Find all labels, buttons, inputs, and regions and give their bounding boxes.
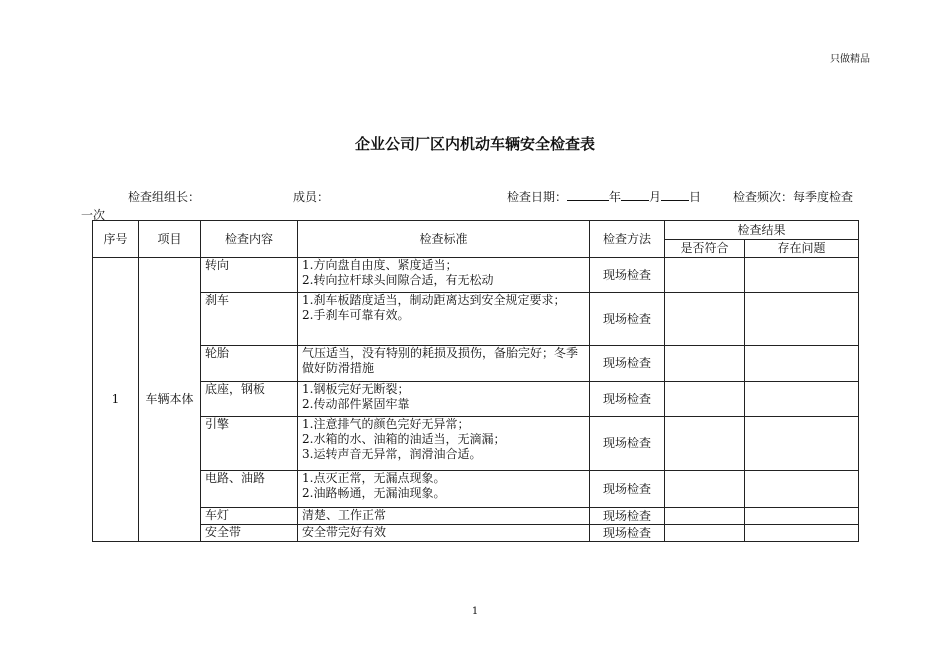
table-row — [93, 346, 859, 382]
page-title: 企业公司厂区内机动车辆安全检查表 — [354, 135, 595, 153]
header-no: 序号 — [93, 221, 139, 258]
row-conform-cell — [665, 417, 745, 471]
table-row — [93, 471, 859, 508]
year-label: 年 — [609, 190, 622, 204]
table-row — [93, 508, 859, 525]
row-conform-cell — [665, 293, 745, 346]
row-issue-cell — [745, 525, 859, 542]
row-issue-cell — [745, 258, 859, 293]
row-conform-cell — [665, 525, 745, 542]
frequency-label: 检查频次：每季度检查 — [733, 190, 854, 204]
row-method: 现场检查 — [590, 382, 665, 417]
row-standard: 1.注意排气的颜色完好无异常； 2.水箱的水、油箱的油适当，无滴漏； 3.运转声音无异常，润滑油合适。 — [298, 417, 590, 471]
table-row — [93, 417, 859, 471]
row-standard: 1.方向盘自由度、紧度适当； 2.转向拉杆球头间隙合适，有无松动 — [298, 258, 590, 293]
row-method: 现场检查 — [590, 471, 665, 508]
row-standard: 安全带完好有效 — [298, 525, 590, 542]
table-row — [93, 525, 859, 542]
row-item: 轮胎 — [201, 346, 298, 382]
month-label: 月 — [649, 190, 662, 204]
row-method: 现场检查 — [590, 508, 665, 525]
day-label: 日 — [689, 190, 702, 204]
date-label: 检查日期： — [507, 190, 568, 204]
row-standard: 1.刹车板踏度适当，制动距离达到安全规定要求； 2.手刹车可靠有效。 — [298, 293, 590, 346]
member-label: 成员： — [293, 190, 330, 204]
row-method: 现场检查 — [590, 525, 665, 542]
leader-label: 检查组组长： — [128, 190, 201, 204]
header-conform: 是否符合 — [665, 240, 745, 258]
table-row — [93, 382, 859, 417]
header-result: 检查结果 — [665, 221, 859, 240]
header-content: 检查内容 — [201, 221, 298, 258]
row-standard: 气压适当，没有特别的耗损及损伤，备胎完好；冬季做好防滑措施 — [298, 346, 590, 382]
row-issue-cell — [745, 346, 859, 382]
row-item: 底座，钢板 — [201, 382, 298, 417]
row-standard: 1.钢板完好无断裂； 2.传动部件紧固牢靠 — [298, 382, 590, 417]
day-blank — [661, 189, 689, 201]
group-no: 1 — [93, 258, 139, 542]
row-item: 车灯 — [201, 508, 298, 525]
row-item: 电路、油路 — [201, 471, 298, 508]
row-conform-cell — [665, 346, 745, 382]
row-conform-cell — [665, 258, 745, 293]
row-item: 引擎 — [201, 417, 298, 471]
row-conform-cell — [665, 471, 745, 508]
row-issue-cell — [745, 471, 859, 508]
group-name: 车辆本体 — [139, 258, 201, 542]
header-issue: 存在问题 — [745, 240, 859, 258]
row-issue-cell — [745, 417, 859, 471]
date-field — [507, 188, 701, 205]
row-issue-cell — [745, 293, 859, 346]
row-issue-cell — [745, 508, 859, 525]
year-blank — [567, 189, 609, 201]
row-method: 现场检查 — [590, 346, 665, 382]
row-conform-cell — [665, 382, 745, 417]
row-conform-cell — [665, 508, 745, 525]
header-tag: 只做精品 — [830, 54, 870, 65]
row-item: 转向 — [201, 258, 298, 293]
inspection-table — [92, 220, 859, 542]
frequency-wrap: 一次 — [81, 208, 106, 222]
row-method: 现场检查 — [590, 417, 665, 471]
row-standard: 清楚、工作正常 — [298, 508, 590, 525]
page-number: 1 — [471, 606, 479, 617]
row-item: 刹车 — [201, 293, 298, 346]
table-row — [93, 293, 859, 346]
header-standard: 检查标准 — [298, 221, 590, 258]
month-blank — [621, 189, 649, 201]
row-standard: 1.点灭正常，无漏点现象。 2.油路畅通，无漏油现象。 — [298, 471, 590, 508]
table-row — [93, 258, 859, 293]
row-method: 现场检查 — [590, 293, 665, 346]
row-issue-cell — [745, 382, 859, 417]
header-method: 检查方法 — [590, 221, 665, 258]
header-project: 项目 — [139, 221, 201, 258]
row-method: 现场检查 — [590, 258, 665, 293]
row-item: 安全带 — [201, 525, 298, 542]
